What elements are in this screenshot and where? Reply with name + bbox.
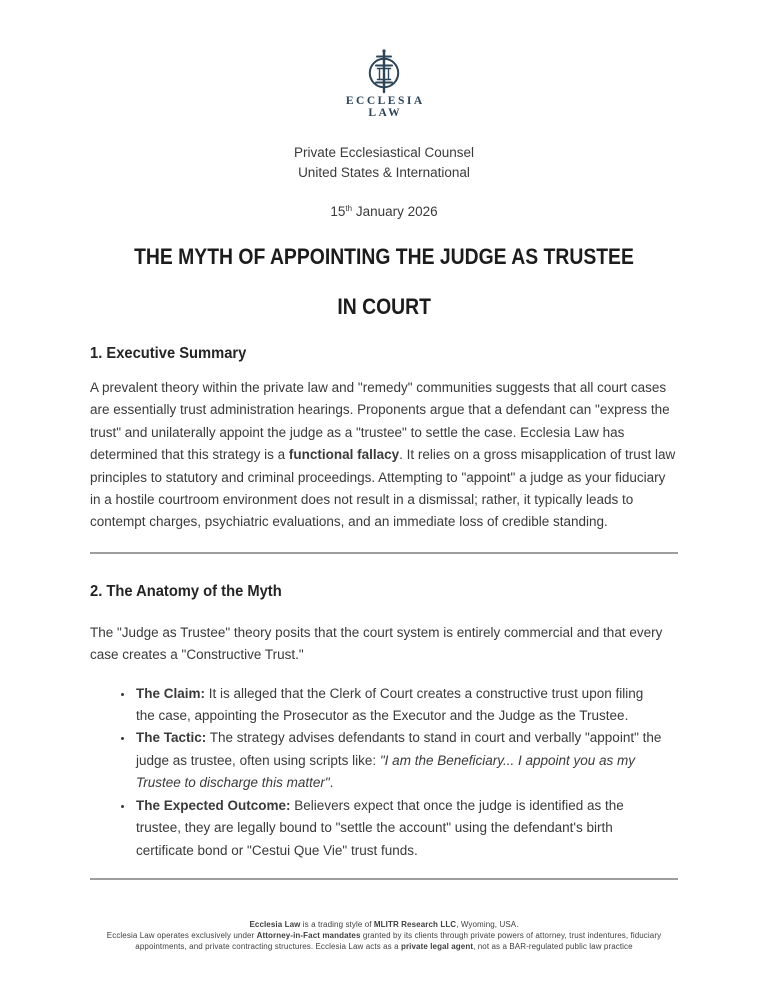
section-2-heading: 2. The Anatomy of the Myth xyxy=(90,582,282,600)
list-item-tactic: • The Tactic: The strategy advises defendants to stand in court and verbally "appoint" the judge as trustee, often using scripts like: "I am the Beneficiary... I appoint you as my Trustee to discharge this matter". xyxy=(134,727,662,794)
section-divider xyxy=(90,552,678,554)
date-rest: January 2026 xyxy=(352,204,438,219)
letterhead-subtitle xyxy=(90,143,678,183)
document-date xyxy=(90,199,678,222)
document-title-line2: IN COURT xyxy=(337,294,431,319)
list-item-expected-outcome: • The Expected Outcome: Believers expect that once the judge is identified as the trustee, they are legally bound to "settle the account" using the defendant's birth certificate bond or "Cestui Que Vie" trust funds. xyxy=(134,795,662,862)
logo-wordmark-line2: LAW xyxy=(368,107,403,119)
section-1-heading: 1. Executive Summary xyxy=(90,345,247,362)
footer-divider xyxy=(90,878,678,880)
section-2-paragraph: The "Judge as Trustee" theory posits that the court system is entirely commercial and that every case creates a "Constructive Trust." xyxy=(90,624,663,663)
document-footer xyxy=(90,920,678,952)
company-logo xyxy=(90,48,678,94)
logo-wordmark-line1: ECCLESIA xyxy=(345,95,425,107)
date-day: 15 xyxy=(330,204,346,219)
letterhead-line2: United States & International xyxy=(298,165,470,180)
date-ordinal: th xyxy=(345,204,353,213)
list-item-claim: • The Claim: It is alleged that the Clerk of Court creates a constructive trust upon filing the case, appointing the Prosecutor as the Executor and the Judge as the Trustee. xyxy=(134,683,662,728)
footer-line1: Ecclesia Law is a trading style of MLITR Research LLC, Wyoming, USA. xyxy=(249,919,519,929)
footer-line2: Ecclesia Law operates exclusively under Attorney-in-Fact mandates granted by its clients through private powers of attorney, trust indentures, fiduciary appointments, and private contracting structures. Ecclesia Law acts as a private legal agent, not as a BAR-regulated public law practice xyxy=(106,930,662,951)
document-title-line1: THE MYTH OF APPOINTING THE JUDGE AS TRUSTEE xyxy=(134,244,634,269)
letterhead xyxy=(90,48,678,222)
column-and-sword-emblem-icon xyxy=(338,48,430,94)
section-1-paragraph: A prevalent theory within the private law and "remedy" communities suggests that all court cases are essentially trust administration hearings. Proponents argue that a defendant can "express the trust" and unilaterally appoint the judge as a "trustee" to settle the case. Ecclesia Law has determined that this strategy is a functional fallacy. It relies on a gross misapplication of trust law principles to statutory and criminal proceedings. Attempting to "appoint" a judge as your fiduciary in a hostile courtroom environment does not result in a dismissal; rather, it typically leads to contempt charges, psychiatric evaluations, and an immediate loss of credible standing. xyxy=(90,380,676,530)
myth-anatomy-list xyxy=(90,683,662,862)
letterhead-line1: Private Ecclesiastical Counsel xyxy=(293,145,475,160)
